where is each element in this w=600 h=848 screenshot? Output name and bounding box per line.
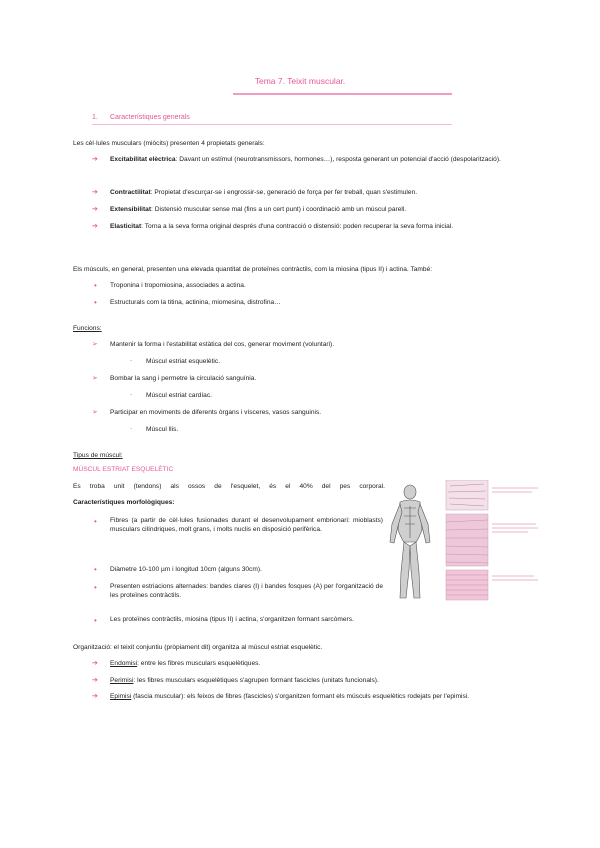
arrow-right-icon: ➔: [92, 156, 98, 163]
page-title: Tema 7. Teixit muscular.: [254, 76, 346, 86]
org-intro: Organització: el teixit conjuntiu (pròpiament dit) organitza al múscul estriat esquelètic.: [73, 644, 323, 651]
chevron-right-icon: ➢: [92, 409, 98, 416]
chevron-right-icon: ➢: [92, 375, 98, 382]
list-item: Estructurals com la titina, actinina, miomesina, distrofina…: [110, 299, 281, 306]
sub-item: Múscul llis.: [146, 426, 179, 433]
arrow-right-icon: ➔: [92, 189, 98, 196]
section-label: Característiques generals: [110, 114, 190, 121]
dash-icon: ·: [130, 357, 133, 364]
bullet-dot-icon: •: [94, 298, 97, 307]
list-item: Elasticitat: Torna a la seva forma original després d'una contracció o distensió: poden recuperar la seva forma inicial.: [110, 223, 454, 230]
sub-item: Múscul estriat cardíac.: [146, 392, 212, 399]
section-number: 1.: [92, 114, 98, 121]
bullet-dot-icon: •: [94, 583, 97, 592]
arrow-right-icon: ➔: [92, 206, 98, 213]
skeletal-heading: MÚSCUL ESTRIAT ESQUELÈTIC: [73, 466, 174, 473]
dash-icon: ·: [130, 391, 133, 398]
section-heading: [92, 114, 190, 121]
histology-annotations: [492, 488, 538, 580]
skeletal-intro: Es troba unit (tendons) als ossos de l'esquelet, és el 40% del pes corporal.: [73, 483, 385, 490]
sub-item: Múscul estriat esquelètic.: [146, 358, 221, 365]
bullet-dot-icon: •: [94, 281, 97, 290]
list-item: Fibres (a partir de cèl·lules fusionades durant el desenvolupament embrionari: mioblasts) musculars cilíndriques, molt grans, i molts nuclis en disposició perifèrica.: [110, 517, 383, 533]
list-item: Troponina i tropomiosina, associades a actina.: [110, 282, 246, 289]
list-item: Epimisi (fascia muscular): els feixos de fibres (fascicles) s'organitzen formant els músculs esquelètics rodejats per l'epimisi.: [110, 693, 470, 700]
morph-heading: Característiques morfològiques:: [73, 499, 175, 506]
dash-icon: ·: [130, 425, 133, 432]
functions-heading: Funcions:: [73, 325, 102, 332]
chevron-right-icon: ➢: [92, 341, 98, 348]
list-item: Presenten estriacions alternades: bandes clares (I) i bandes fosques (A) per l'organització de les proteïnes contràctils.: [110, 583, 383, 599]
list-item: Excitabilitat elèctrica: Davant un estímul (neurotransmissors, hormones…), resposta generant un potencial d'acció (despolarització).: [110, 156, 501, 163]
arrow-right-icon: ➔: [92, 660, 98, 667]
arrow-right-icon: ➔: [92, 677, 98, 684]
list-item: Les proteïnes contràctils, miosina (tipus II) i actina, s'organitzen formant sarcòmers.: [110, 616, 354, 623]
proteins-intro: Els músculs, en general, presenten una elevada quantitat de proteïnes contràctils, com la miosina (tipus II) i actina. També:: [73, 266, 433, 273]
bullet-dot-icon: •: [94, 616, 97, 625]
types-heading: Tipus de múscul:: [73, 452, 123, 459]
list-item: Extensibilitat: Distensió muscular sense mal (fins a un cert punt) i coordinació amb un múscul parell.: [110, 206, 407, 213]
bullet-dot-icon: •: [94, 565, 97, 574]
list-item: Perimisi: les fibres musculars esquelètiques s'agrupen formant fascicles (unitats funcionals).: [110, 677, 379, 684]
histology-panel-striations: [446, 570, 488, 600]
section-underline: [92, 124, 452, 125]
list-item: Endomisi: entre les fibres musculars esquelètiques.: [110, 660, 261, 667]
arrow-right-icon: ➔: [92, 693, 98, 700]
list-item: Bombar la sang i permetre la circulació sanguínia.: [110, 375, 257, 382]
title-underline: [233, 93, 452, 95]
list-item: Diàmetre 10-100 µm i longitud 10cm (alguns 30cm).: [110, 566, 262, 573]
muscle-figure: [388, 480, 573, 605]
histology-panel-fibers: [446, 514, 488, 566]
list-item: Contractilitat: Propietat d'escurçar-se i engrossir-se, generació de força per fer treball, quan s'estimulen.: [110, 189, 418, 196]
bullet-dot-icon: •: [94, 517, 97, 526]
list-item: Mantenir la forma i l'estabilitat estàtica del cos, generar moviment (voluntari).: [110, 341, 335, 348]
intro-text: Les cèl·lules musculars (miòcits) presenten 4 propietats generals:: [73, 140, 265, 147]
muscular-body-illustration: [390, 485, 430, 598]
arrow-right-icon: ➔: [92, 223, 98, 230]
histology-panel-cross-section: [446, 480, 488, 510]
list-item: Participar en moviments de diferents òrgans i vísceres, vasos sanguinis.: [110, 409, 322, 416]
